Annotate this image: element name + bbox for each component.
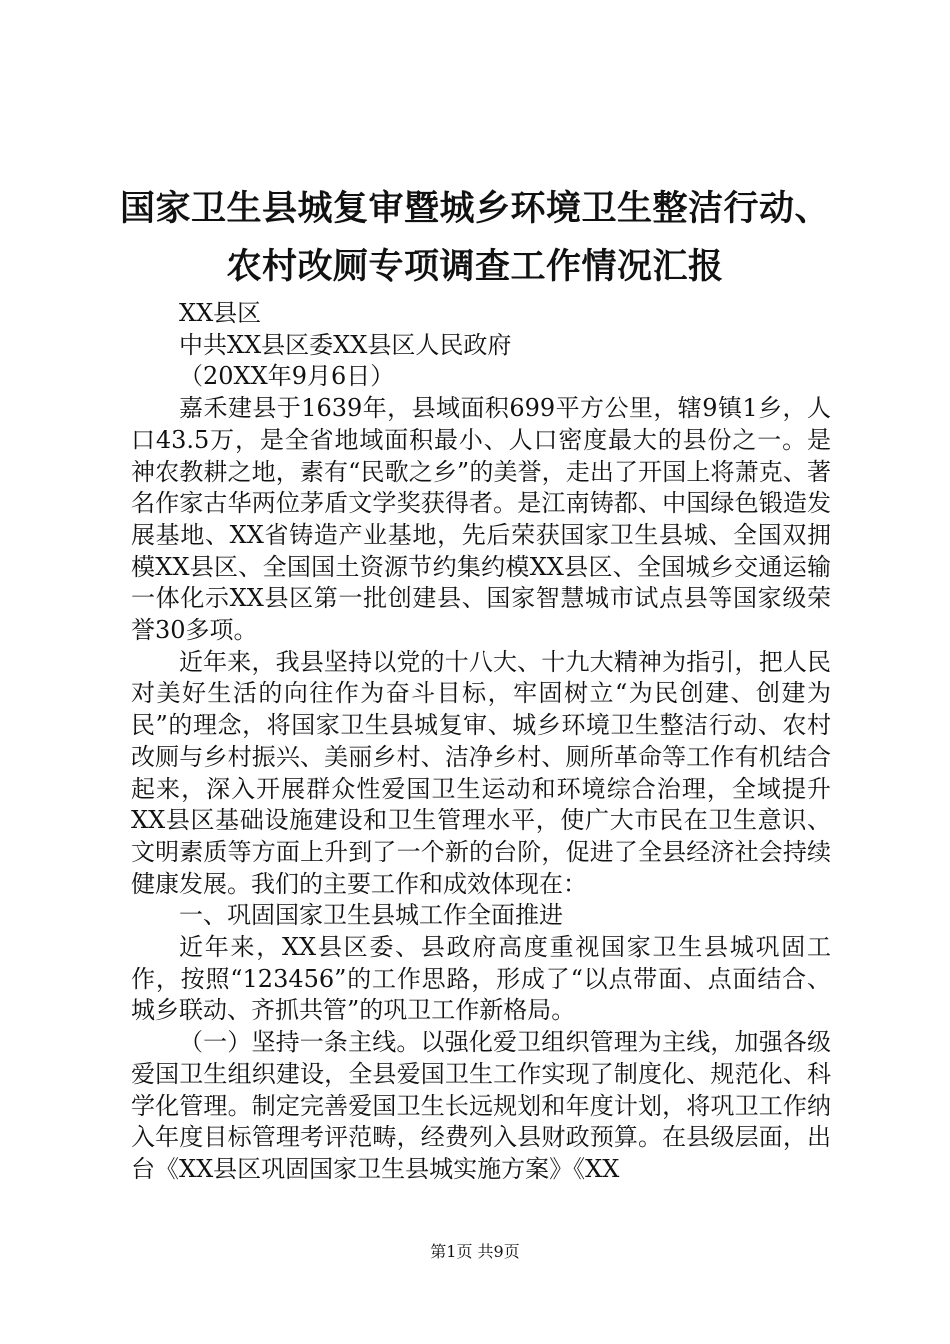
organization-line: 中共XX县区委XX县区人民政府 bbox=[179, 330, 512, 359]
paragraph-section-2: （一）坚持一条主线。以强化爱卫组织管理为主线，加强各级爱国卫生组织建设，全县爱国卫生工作实现了制度化、规范化、科学化管理。制定完善爱国卫生长远规划和年度计划，将巩卫工作纳入年度目标管理考评范畴，经费列入县财政预算。在县级层面，出台《XX县区巩固国家卫生县城实施方案》《XX bbox=[131, 1028, 831, 1183]
page-footer: 第1页 共9页 bbox=[430, 1242, 520, 1261]
author-line: XX县区 bbox=[179, 299, 262, 327]
document-body bbox=[131, 298, 831, 1186]
title-line-2: 农村改厕专项调查工作情况汇报 bbox=[226, 246, 724, 287]
paragraph-overview: 近年来，我县坚持以党的十八大、十九大精神为指引，把人民对美好生活的向往作为奋斗目标，牢固树立“为民创建、创建为民”的理念，将国家卫生县城复审、城乡环境卫生整洁行动、农村改厕与乡村振兴、美丽乡村、洁净乡村、厕所革命等工作有机结合起来，深入开展群众性爱国卫生运动和环境综合治理，全域提升XX县区基础设施建设和卫生管理水平，使广大市民在卫生意识、文明素质等方面上升到了一个新的台阶，促进了全县经济社会持续健康发展。我们的主要工作和成效体现在： bbox=[131, 647, 831, 898]
date-line: （20XX年9月6日） bbox=[179, 362, 395, 391]
section-heading: 一、巩固国家卫生县城工作全面推进 bbox=[179, 901, 563, 930]
paragraph-intro: 嘉禾建县于1639年，县域面积699平方公里，辖9镇1乡，人口43.5万，是全省地域面积最小、人口密度最大的县份之一。是神农教耕之地，素有“民歌之乡”的美誉，走出了开国上将萧克、著名作家古华两位茅盾文学奖获得者。是江南铸都、中国绿色锻造发展基地、XX省铸造产业基地，先后荣获国家卫生县城、全国双拥模XX县区、全国国土资源节约集约模XX县区、全国城乡交通运输一体化示XX县区第一批创建县、国家智慧城市试点县等国家级荣誉30多项。 bbox=[131, 394, 831, 645]
document-title bbox=[100, 180, 850, 296]
paragraph-section-1: 近年来，XX县区委、县政府高度重视国家卫生县城巩固工作，按照“123456”的工作思路，形成了“以点带面、点面结合、城乡联动、齐抓共管”的巩卫工作新格局。 bbox=[131, 933, 831, 1025]
title-line-1: 国家卫生县城复审暨城乡环境卫生整洁行动、 bbox=[119, 188, 830, 229]
